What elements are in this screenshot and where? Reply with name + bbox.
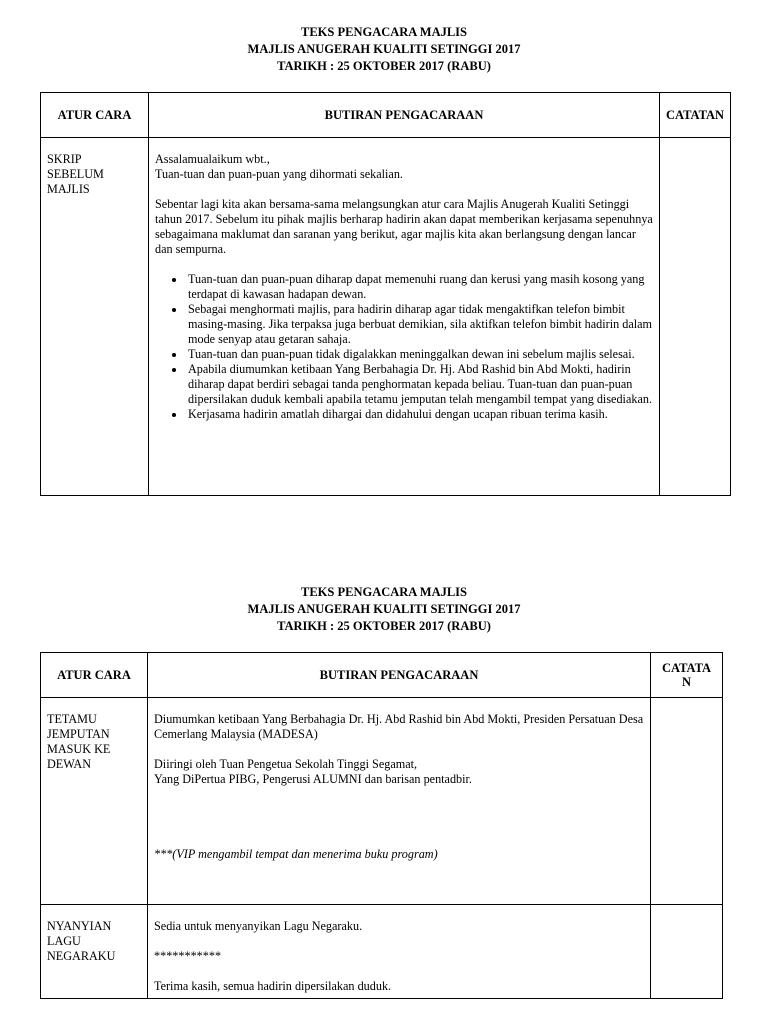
table-row-tetamu bbox=[41, 698, 723, 905]
list-item: • Tuan-tuan dan puan-puan tidak digalakkan meninggalkan dewan ini sebelum majlis selesai. bbox=[186, 347, 653, 362]
atur-cara-line: MAJLIS bbox=[47, 182, 90, 196]
atur-cara-cell bbox=[41, 138, 149, 496]
page2-program-table bbox=[40, 652, 723, 999]
butiran-cell bbox=[148, 698, 651, 905]
closing-line: Terima kasih, semua hadirin dipersilakan duduk. bbox=[154, 979, 392, 993]
col-header-atur-cara: ATUR CARA bbox=[41, 653, 148, 698]
atur-cara-cell bbox=[41, 905, 148, 999]
document-title: TEKS PENGACARA MAJLIS bbox=[301, 25, 467, 39]
event-date: TARIKH : 25 OKTOBER 2017 (RABU) bbox=[277, 619, 491, 633]
guideline-list bbox=[155, 272, 653, 422]
atur-cara-line: NEGARAKU bbox=[47, 949, 116, 963]
separator-stars: *********** bbox=[154, 949, 222, 963]
greeting-line: Tuan-tuan dan puan-puan yang dihormati sekalian. bbox=[155, 167, 403, 181]
page1-program-table bbox=[40, 92, 731, 496]
announcement-text: Diumumkan ketibaan Yang Berbahagia Dr. Hj. Abd Rashid bin Abd Mokti, Presiden Persatuan Desa Cemerlang Malaysia (MADESA) bbox=[154, 712, 644, 741]
table-row-negaraku bbox=[41, 905, 723, 999]
butiran-cell bbox=[149, 138, 660, 496]
atur-cara-line: TETAMU bbox=[47, 712, 97, 726]
atur-cara-line: NYANYIAN bbox=[47, 919, 112, 933]
atur-cara-line: MASUK KE bbox=[47, 742, 111, 756]
table-header-row bbox=[41, 653, 723, 698]
atur-cara-line: SEBELUM bbox=[47, 167, 104, 181]
vip-note: ***(VIP mengambil tempat dan menerima buku program) bbox=[154, 847, 438, 861]
butiran-cell bbox=[148, 905, 651, 999]
list-item: • Sebagai menghormati majlis, para hadirin diharap agar tidak mengaktifkan telefon bimbit masing-masing. Jika terpaksa juga berbuat demikian, sila aktifkan telefon bimbit hadirin dalam mode senyap atau getaran sahaja. bbox=[186, 302, 653, 347]
catatan-cell bbox=[651, 905, 723, 999]
list-item: • Apabila diumumkan ketibaan Yang Berbahagia Dr. Hj. Abd Rashid bin Abd Mokti, hadirin diharap dapat berdiri sebagai tanda penghormatan kepada beliau. Tuan-tuan dan puan-puan dipersilakan duduk kembali apabila tetamu jemputan telah mengambil tempat yang disediakan. bbox=[186, 362, 653, 407]
catatan-cell bbox=[651, 698, 723, 905]
instruction-line: Sedia untuk menyanyikan Lagu Negaraku. bbox=[154, 919, 363, 933]
col-header-catatan: CATATAN bbox=[660, 93, 731, 138]
document-title: TEKS PENGACARA MAJLIS bbox=[301, 585, 467, 599]
accompany-line: Yang DiPertua PIBG, Pengerusi ALUMNI dan barisan pentadbir. bbox=[154, 772, 472, 786]
intro-paragraph: Sebentar lagi kita akan bersama-sama melangsungkan atur cara Majlis Anugerah Kualiti Setinggi tahun 2017. Sebelum itu pihak majlis berharap hadirin akan dapat memberikan kerjasama sepenuhnya sebagaimana maklumat dan saranan yang berikut, agar majlis kita akan berlangsung dengan lancar dan sempurna. bbox=[155, 197, 653, 256]
col-header-catatan: CATATA N bbox=[651, 653, 723, 698]
atur-cara-cell bbox=[41, 698, 148, 905]
table-header-row bbox=[41, 93, 731, 138]
atur-cara-line: DEWAN bbox=[47, 757, 91, 771]
catatan-cell bbox=[660, 138, 731, 496]
col-header-butiran: BUTIRAN PENGACARAAN bbox=[149, 93, 660, 138]
atur-cara-line: SKRIP bbox=[47, 152, 82, 166]
greeting-line: Assalamualaikum wbt., bbox=[155, 152, 270, 166]
event-date: TARIKH : 25 OKTOBER 2017 (RABU) bbox=[277, 59, 491, 73]
accompany-line: Diiringi oleh Tuan Pengetua Sekolah Tinggi Segamat, bbox=[154, 757, 418, 771]
atur-cara-line: LAGU bbox=[47, 934, 81, 948]
list-item: • Tuan-tuan dan puan-puan diharap dapat memenuhi ruang dan kerusi yang masih kosong yang terdapat di kawasan hadapan dewan. bbox=[186, 272, 653, 302]
page1-header bbox=[0, 24, 768, 75]
col-header-butiran: BUTIRAN PENGACARAAN bbox=[148, 653, 651, 698]
col-header-atur-cara: ATUR CARA bbox=[41, 93, 149, 138]
table-row-skrip bbox=[41, 138, 731, 496]
page2-header bbox=[0, 584, 768, 635]
event-title: MAJLIS ANUGERAH KUALITI SETINGGI 2017 bbox=[247, 42, 521, 56]
event-title: MAJLIS ANUGERAH KUALITI SETINGGI 2017 bbox=[247, 602, 521, 616]
atur-cara-line: JEMPUTAN bbox=[47, 727, 110, 741]
list-item: • Kerjasama hadirin amatlah dihargai dan didahului dengan ucapan ribuan terima kasih. bbox=[186, 407, 653, 422]
